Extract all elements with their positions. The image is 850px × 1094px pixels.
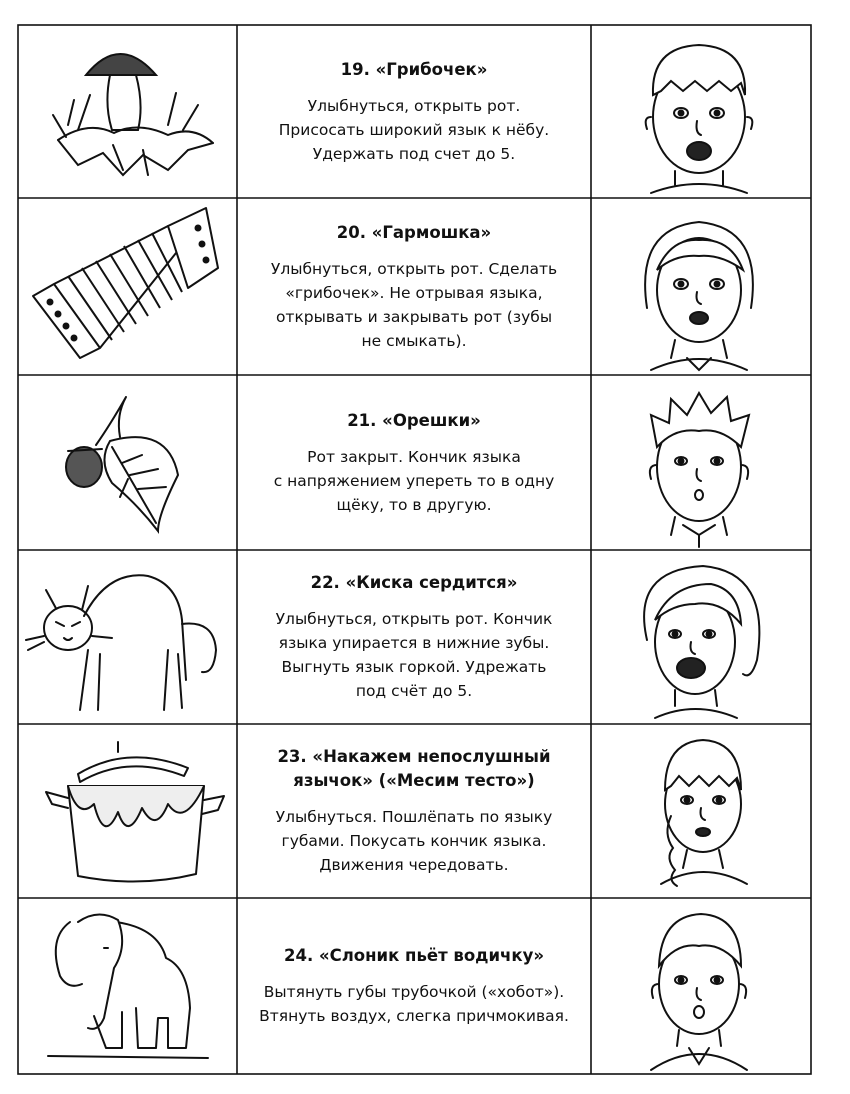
exercise-row-24 — [18, 898, 811, 1074]
exercise-text-cell — [237, 898, 591, 1074]
child-face-open-mouth-icon — [591, 25, 811, 198]
exercise-description: Рот закрыт. Кончик языка с напряжением упереть то в одну щёку, то в другую. — [273, 447, 555, 514]
exercise-picture-cell — [18, 198, 237, 375]
exercise-title: 22. «Киска сердится» — [310, 573, 518, 592]
girl-with-braid-face-icon — [591, 724, 811, 898]
hazelnut-icon — [18, 375, 237, 550]
accordion-icon — [18, 198, 237, 375]
angry-cat-icon — [18, 550, 237, 724]
exercise-picture-cell — [18, 25, 237, 198]
exercise-face-cell — [591, 550, 811, 724]
exercise-text-cell — [237, 198, 591, 375]
exercise-description: Вытянуть губы трубочкой («хобот»). Втянуть воздух, слегка причмокивая. — [259, 983, 569, 1025]
girl-face-icon — [591, 198, 811, 375]
elephant-icon — [18, 898, 237, 1074]
exercise-face-cell — [591, 724, 811, 898]
exercise-description: Улыбнуться, открыть рот. Присосать широкий язык к нёбу. Удержать под счет до 5. — [278, 96, 550, 163]
exercise-description: Улыбнуться. Пошлёпать по языку губами. Покусать кончик языка. Движения чередовать. — [275, 808, 553, 874]
boy-face-pursed-lips-icon — [591, 898, 811, 1074]
exercise-title: 21. «Орешки» — [347, 410, 481, 430]
exercise-face-cell — [591, 25, 811, 198]
exercise-picture-cell — [18, 375, 237, 550]
exercise-row-21 — [18, 375, 811, 550]
girl-face-tongue-icon — [591, 550, 811, 724]
exercise-text-cell — [237, 375, 591, 550]
exercise-text-cell — [237, 550, 591, 724]
exercise-description: Улыбнуться, открыть рот. Кончик языка упирается в нижние зубы. Выгнуть язык горкой. Удрежать под счёт до 5. — [275, 610, 553, 700]
exercise-face-cell — [591, 198, 811, 375]
exercise-description: Улыбнуться, открыть рот. Сделать «грибочек». Не отрывая языка, открывать и закрывать рот (зубы не смыкать). — [270, 259, 558, 350]
exercise-row-19 — [18, 25, 811, 198]
exercise-picture-cell — [18, 724, 237, 898]
exercise-row-20 — [18, 198, 811, 375]
exercise-text-cell — [237, 724, 591, 898]
mushroom-icon — [18, 25, 237, 198]
boy-face-icon — [591, 375, 811, 550]
exercise-title: 23. «Накажем непослушный язычок» («Месим тесто») — [277, 747, 551, 790]
exercise-title: 24. «Слоник пьёт водичку» — [283, 946, 544, 965]
exercise-title: 19. «Грибочек» — [340, 59, 488, 79]
dough-pot-icon — [18, 724, 237, 898]
exercise-picture-cell — [18, 550, 237, 724]
exercise-row-23 — [18, 724, 811, 898]
exercise-picture-cell — [18, 898, 237, 1074]
exercise-title: 20. «Гармошка» — [336, 222, 492, 242]
exercise-face-cell — [591, 375, 811, 550]
exercise-text-cell — [237, 25, 591, 198]
exercise-face-cell — [591, 898, 811, 1074]
exercise-row-22 — [18, 550, 811, 724]
